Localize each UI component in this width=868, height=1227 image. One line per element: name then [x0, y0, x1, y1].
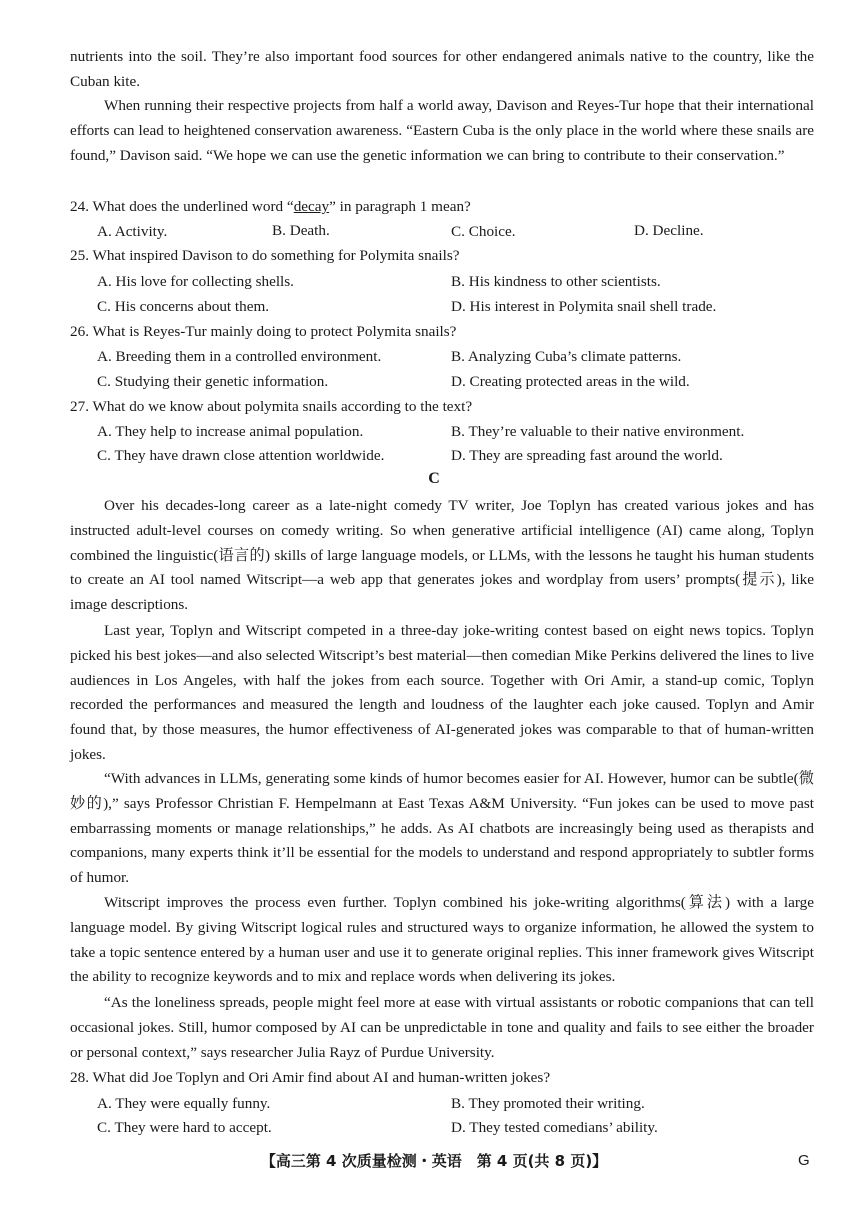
- option-24-a: A. Activity.: [97, 223, 168, 240]
- option-26-b: B. Analyzing Cuba’s climate patterns.: [451, 348, 682, 365]
- question-24-stem: 24. What does the underlined word “decay” in paragraph 1 mean?: [70, 198, 471, 215]
- option-28-c: C. They were hard to accept.: [97, 1119, 272, 1136]
- passage-c-paragraph: “With advances in LLMs, generating some kinds of humor becomes easier for AI. However, humor can be subtle(微妙的),” says Professor Christian F. Hempelmann at East Texas A&M University. “Fun jokes can be used to move past embarrassing moments or manage relationships,” he adds. As AI chatbots are increasingly being used as therapists and companions, many experts think it’ll be essential for the models to understand and respond appropriately to subtler forms of humor.: [70, 770, 814, 887]
- passage-b-paragraph: When running their respective projects from half a world away, Davison and Reyes-Tur hope that their international efforts can lead to heightened conservation awareness. “Eastern Cuba is the only place in the world where these snails are found,” Davison said. “We hope we can use the genetic information we can bring to contribute to their conservation.”: [70, 97, 814, 164]
- paper-version-mark: G: [798, 1152, 810, 1169]
- option-26-a: A. Breeding them in a controlled environment.: [97, 348, 382, 365]
- passage-c-paragraph: Last year, Toplyn and Witscript competed in a three-day joke-writing contest based on eight news topics. Toplyn picked his best jokes—and also selected Witscript’s best material—then comedian Mike Perkins delivered the lines to live audiences in Los Angeles, with half the jokes from each source. Together with Ori Amir, a stand-up comic, Toplyn recorded the performances and measured the length and loudness of the laughter each joke caused. Toplyn and Amir found that, by those measures, the humor effectiveness of AI-generated jokes was comparable to that of human-written jokes.: [70, 622, 814, 763]
- passage-b-paragraph: nutrients into the soil. They’re also important food sources for other endangered animals native to the country, like the Cuban kite.: [70, 48, 814, 90]
- option-26-c: C. Studying their genetic information.: [97, 373, 329, 390]
- page-footer: 【高三第 4 次质量检测・英语 第 4 页(共 8 页)】: [260, 1152, 608, 1170]
- option-28-b: B. They promoted their writing.: [451, 1095, 645, 1112]
- option-27-b: B. They’re valuable to their native environment.: [451, 423, 745, 440]
- passage-c-paragraph: Witscript improves the process even further. Toplyn combined his joke-writing algorithms(算法) with a large language model. By giving Witscript logical rules and structured ways to organize information, he allowed the system to take a topic sentence entered by a human user and use it to generate original replies. This inner framework gives Witscript the ability to recognize keywords and to mix and replace words when delivering its jokes.: [70, 894, 814, 986]
- option-27-c: C. They have drawn close attention worldwide.: [97, 447, 385, 464]
- option-25-d: D. His interest in Polymita snail shell trade.: [451, 298, 717, 315]
- question-28-stem: 28. What did Joe Toplyn and Ori Amir find about AI and human-written jokes?: [70, 1069, 551, 1086]
- passage-c-paragraph: Over his decades-long career as a late-night comedy TV writer, Joe Toplyn has created various jokes and has instructed adult-level courses on comedy writing. So when generative artificial intelligence (AI) came along, Toplyn combined the linguistic(语言的) skills of large language models, or LLMs, with the lessons he taught his human students to create an AI tool named Witscript—a web app that generates jokes and wordplay from users’ prompts(提示), like image descriptions.: [70, 497, 814, 614]
- option-27-a: A. They help to increase animal population.: [97, 423, 364, 440]
- option-28-a: A. They were equally funny.: [97, 1095, 271, 1112]
- option-28-d: D. They tested comedians’ ability.: [451, 1119, 658, 1136]
- question-27-stem: 27. What do we know about polymita snails according to the text?: [70, 398, 473, 415]
- option-26-d: D. Creating protected areas in the wild.: [451, 373, 690, 390]
- option-25-a: A. His love for collecting shells.: [97, 273, 294, 290]
- option-24-c: C. Choice.: [451, 223, 516, 240]
- underlined-word: decay: [293, 198, 330, 215]
- question-26-stem: 26. What is Reyes-Tur mainly doing to protect Polymita snails?: [70, 323, 457, 340]
- option-27-d: D. They are spreading fast around the world.: [451, 447, 723, 464]
- question-25-stem: 25. What inspired Davison to do something for Polymita snails?: [70, 247, 460, 264]
- option-24-d: D. Decline.: [634, 222, 704, 239]
- option-25-c: C. His concerns about them.: [97, 298, 270, 315]
- section-letter: C: [428, 470, 440, 487]
- option-25-b: B. His kindness to other scientists.: [451, 273, 661, 290]
- passage-c-paragraph: “As the loneliness spreads, people might feel more at ease with virtual assistants or robotic companions that can tell occasional jokes. Still, humor composed by AI can be unpredictable in tone and quality and fails to see either the broader or personal context,” says researcher Julia Rayz of Purdue University.: [70, 994, 814, 1061]
- option-24-b: B. Death.: [272, 222, 330, 239]
